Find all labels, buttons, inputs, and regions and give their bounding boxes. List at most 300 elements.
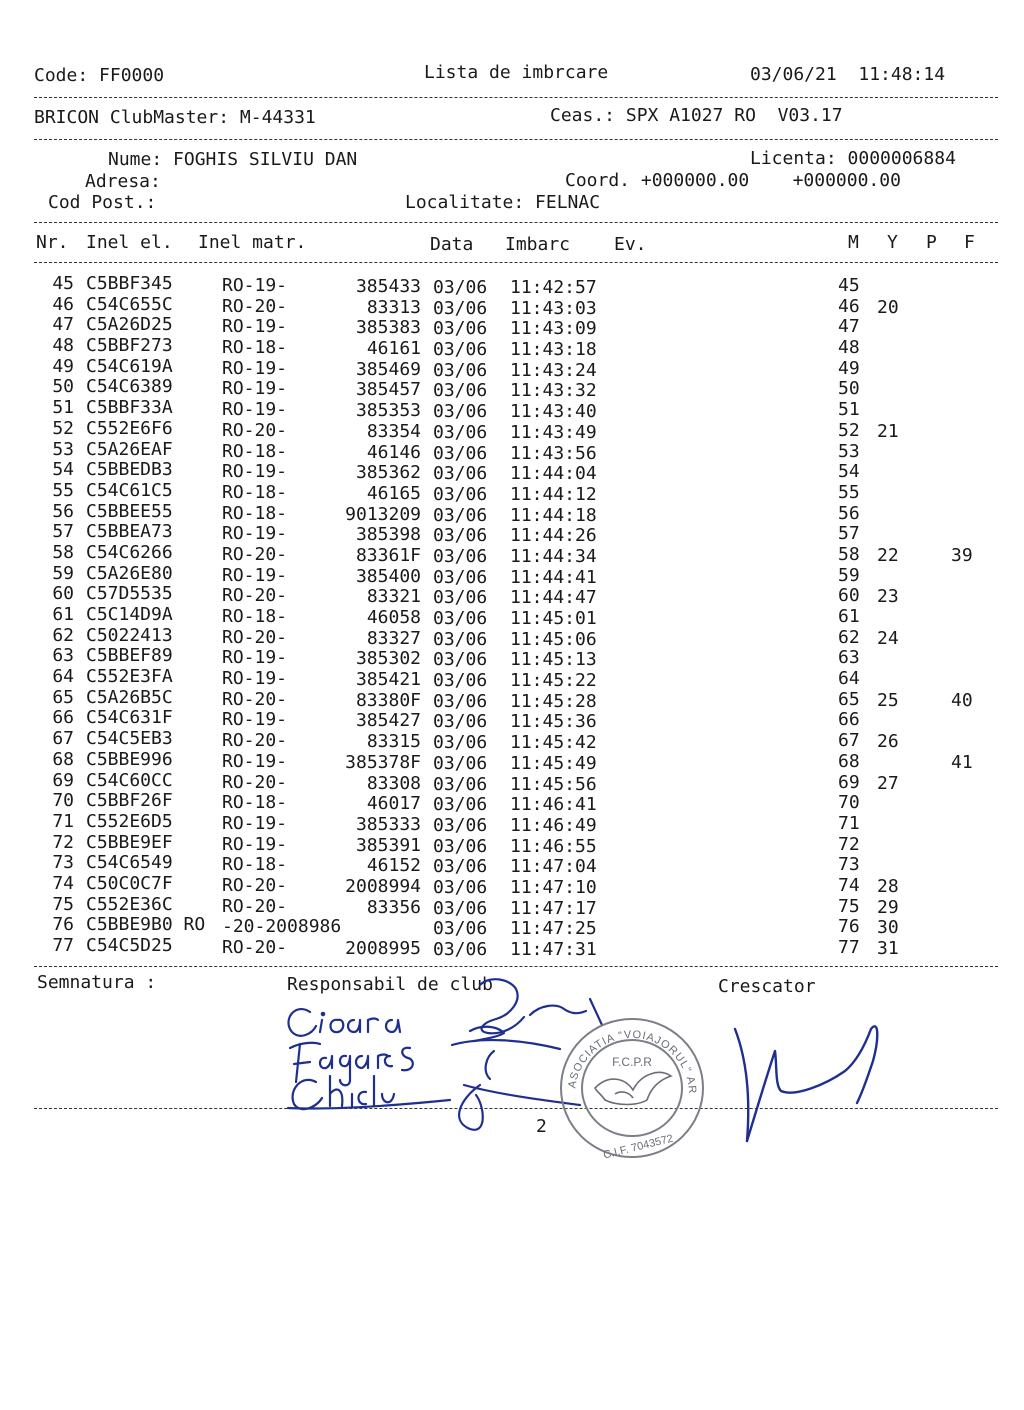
f-value (951, 815, 973, 836)
electronic-ring: C54C6549 (86, 852, 173, 874)
y-value (877, 608, 899, 629)
ring-number: 385469 (355, 358, 421, 380)
y-value (877, 525, 899, 546)
association-stamp (550, 1001, 710, 1165)
boarding-time: 11:43:32 (510, 380, 597, 402)
licence-number: Licenta: 0000006884 (750, 148, 956, 169)
boarding-time: 11:44:12 (510, 483, 597, 505)
boarding-date: 03/06 (433, 939, 488, 960)
column-date (433, 278, 487, 961)
ring-prefix: RO-20- (222, 585, 288, 607)
f-value (951, 918, 973, 939)
y-value: 29 (877, 896, 899, 918)
boarding-time: 11:43:03 (510, 297, 597, 319)
boarding-date: 03/06 (433, 442, 488, 464)
f-value (951, 649, 973, 670)
y-value (877, 649, 899, 670)
ring-number: 385427 (355, 710, 421, 732)
m-value: 49 (838, 357, 860, 379)
ring-prefix: RO-20- (222, 543, 288, 565)
m-value: 55 (838, 481, 860, 503)
f-value (951, 380, 973, 401)
row-number: 69 (52, 769, 74, 791)
divider (34, 97, 998, 98)
ring-number: 83380F (355, 689, 421, 711)
ring-prefix: RO-19- (222, 564, 288, 586)
m-value: 45 (838, 275, 860, 296)
header-f: F (964, 232, 975, 253)
boarding-time: 11:46:49 (510, 814, 597, 836)
header-y: Y (887, 232, 898, 253)
boarding-date: 03/06 (433, 814, 488, 836)
boarding-time: 11:44:34 (510, 545, 597, 567)
address-label: Adresa: (85, 171, 161, 192)
ring-prefix: RO-19- (222, 833, 288, 855)
m-value: 66 (838, 709, 860, 731)
column-nr (30, 274, 74, 957)
boarding-time: 11:45:49 (510, 752, 597, 774)
ring-number: 9013209 (345, 503, 421, 525)
boarding-time: 11:46:55 (510, 835, 597, 857)
electronic-ring: C54C631F (86, 707, 173, 729)
ring-number: 385302 (355, 648, 421, 670)
boarding-date: 03/06 (433, 566, 488, 588)
column-y (877, 277, 899, 960)
print-datetime: 03/06/21 11:48:14 (750, 64, 946, 85)
f-value (951, 484, 973, 505)
row-number: 73 (52, 852, 74, 874)
row-number: 56 (52, 500, 74, 522)
boarding-date: 03/06 (433, 421, 488, 443)
ring-number: 385353 (355, 400, 421, 422)
boarding-time: 11:43:09 (510, 318, 597, 340)
m-value: 56 (838, 502, 860, 524)
ring-prefix: RO-19- (222, 461, 288, 483)
ring-prefix: -20-2008986 (222, 916, 342, 938)
row-number: 77 (52, 935, 74, 956)
ring-prefix: RO-18- (222, 502, 288, 524)
breeder-signature (725, 1015, 895, 1150)
boarding-time: 11:47:10 (510, 876, 597, 898)
y-value: 23 (877, 586, 899, 608)
document-title: Lista de imbrcare (424, 62, 609, 83)
signature-label: Semnatura : (37, 972, 157, 993)
header-ring-el: Inel el. (86, 232, 173, 253)
y-value (877, 753, 899, 774)
ring-number: 385378F (345, 751, 421, 773)
ring-prefix: RO-20- (222, 771, 288, 793)
column-ring-number (300, 277, 421, 960)
row-number: 72 (52, 831, 74, 853)
header-m: M (848, 232, 859, 253)
electronic-ring: C5BBEF89 (86, 645, 173, 667)
electronic-ring: C5BBEA73 (86, 521, 173, 543)
y-value: 24 (877, 627, 899, 649)
f-value (951, 670, 973, 691)
f-value (951, 318, 973, 339)
f-value (951, 463, 973, 484)
y-value (877, 711, 899, 732)
f-value (951, 360, 973, 381)
m-value: 69 (838, 771, 860, 793)
electronic-ring: C5BBEDB3 (86, 459, 173, 481)
electronic-ring: C5BBEE55 (86, 500, 173, 522)
ring-prefix: RO-20- (222, 937, 288, 958)
boarding-time: 11:46:41 (510, 794, 597, 816)
y-value (877, 836, 899, 857)
row-number: 50 (52, 376, 74, 398)
y-value: 28 (877, 875, 899, 897)
boarding-date: 03/06 (433, 380, 488, 402)
row-number: 75 (52, 893, 74, 915)
stamp-bottom-text: C.I.F. 7043572 (602, 1132, 675, 1162)
m-value: 65 (838, 688, 860, 710)
club-master: BRICON ClubMaster: M-44331 (34, 107, 316, 128)
f-value (951, 629, 973, 650)
boarding-time: 11:47:25 (510, 918, 597, 940)
f-value (951, 505, 973, 526)
row-number: 45 (52, 273, 74, 294)
boarding-time: 11:44:04 (510, 463, 597, 485)
ring-number: 46017 (366, 793, 421, 815)
row-number: 49 (52, 355, 74, 377)
y-value: 30 (877, 917, 899, 939)
m-value: 71 (838, 812, 860, 834)
y-value: 26 (877, 731, 899, 753)
y-value (877, 360, 899, 381)
divider (34, 966, 998, 967)
breeder-label: Crescator (718, 976, 816, 997)
ring-number: 83313 (366, 296, 421, 318)
m-value: 50 (838, 378, 860, 400)
row-number: 66 (52, 707, 74, 729)
boarding-date: 03/06 (433, 359, 488, 381)
electronic-ring: C54C619A (86, 355, 173, 377)
boarding-date: 03/06 (433, 856, 488, 878)
header-ring-matr: Inel matr. (198, 232, 307, 253)
ring-prefix: RO-18- (222, 481, 288, 503)
header-ev: Ev. (614, 234, 647, 255)
row-number: 76 (52, 914, 74, 936)
m-value: 53 (838, 440, 860, 462)
y-value (877, 670, 899, 691)
boarding-time: 11:44:26 (510, 525, 597, 547)
ring-prefix: RO-20- (222, 895, 288, 917)
m-value: 75 (838, 895, 860, 917)
ring-prefix: RO-18- (222, 792, 288, 814)
f-value: 41 (951, 751, 973, 773)
y-value (877, 339, 899, 360)
electronic-ring: C5BBE9B0 RO (86, 914, 206, 936)
electronic-ring: C552E6D5 (86, 810, 173, 832)
f-value: 40 (951, 689, 973, 711)
divider (34, 222, 998, 223)
y-value: 20 (877, 296, 899, 318)
row-number: 47 (52, 314, 74, 336)
ring-number: 83321 (366, 586, 421, 608)
ring-number: 385398 (355, 524, 421, 546)
boarding-time: 11:43:49 (510, 421, 597, 443)
ring-number: 83354 (366, 420, 421, 442)
row-number: 48 (52, 335, 74, 357)
electronic-ring: C54C61C5 (86, 479, 173, 501)
ring-prefix: RO-19- (222, 647, 288, 669)
row-number: 64 (52, 666, 74, 688)
y-value: 27 (877, 772, 899, 794)
m-value: 51 (838, 399, 860, 421)
row-number: 63 (52, 645, 74, 667)
header-nr: Nr. (36, 232, 69, 253)
electronic-ring: C5A26D25 (86, 314, 173, 336)
ring-prefix: RO-18- (222, 606, 288, 627)
electronic-ring: C5BBF273 (86, 335, 173, 357)
clock-info: Ceas.: SPX A1027 RO V03.17 (550, 105, 843, 126)
f-value (951, 525, 973, 546)
electronic-ring: C552E3FA (86, 666, 173, 688)
electronic-ring: C552E6F6 (86, 417, 173, 439)
ring-number: 46161 (366, 338, 421, 360)
y-value: 31 (877, 938, 899, 959)
m-value: 64 (838, 668, 860, 690)
y-value (877, 815, 899, 836)
boarding-date: 03/06 (433, 401, 488, 423)
ring-number: 385421 (355, 669, 421, 691)
ring-prefix: RO-19- (222, 378, 288, 400)
stamp-ring-text: ASOCIATIA "VOIAJORUL" ARAD (550, 1001, 699, 1095)
boarding-time: 11:43:18 (510, 339, 597, 361)
row-number: 55 (52, 479, 74, 501)
postcode-label: Cod Post.: (48, 192, 157, 213)
m-value: 68 (838, 750, 860, 772)
electronic-ring: C5BBF26F (86, 790, 173, 812)
y-value (877, 277, 899, 298)
m-value: 74 (838, 874, 860, 896)
ring-number: 385400 (355, 565, 421, 587)
electronic-ring: C5BBF33A (86, 397, 173, 419)
ring-number: 46152 (366, 855, 421, 877)
header-p: P (926, 232, 937, 253)
row-number: 62 (52, 624, 74, 646)
boarding-date: 03/06 (433, 608, 488, 629)
stamp-center-text: F.C.P.R (612, 1055, 652, 1069)
boarding-time: 11:44:47 (510, 587, 597, 609)
boarding-time: 11:45:01 (510, 608, 597, 629)
boarding-date: 03/06 (433, 339, 488, 361)
electronic-ring: C5022413 (86, 624, 173, 646)
boarding-time: 11:45:06 (510, 628, 597, 650)
boarding-date: 03/06 (433, 318, 488, 340)
f-value (951, 836, 973, 857)
row-number: 59 (52, 562, 74, 584)
row-number: 57 (52, 521, 74, 543)
boarding-time: 11:45:56 (510, 773, 597, 795)
ring-prefix: RO-18- (222, 337, 288, 359)
ring-number: 385457 (355, 379, 421, 401)
ring-number: 385433 (355, 276, 421, 297)
row-number: 74 (52, 872, 74, 894)
electronic-ring: C54C5D25 (86, 935, 173, 956)
boarding-time: 11:47:17 (510, 897, 597, 919)
boarding-time: 11:45:13 (510, 649, 597, 671)
f-value: 39 (951, 544, 973, 566)
m-value: 72 (838, 833, 860, 855)
row-number: 71 (52, 810, 74, 832)
f-value (951, 277, 973, 298)
boarding-date: 03/06 (433, 897, 488, 919)
m-value: 60 (838, 585, 860, 607)
ring-number: 83327 (366, 627, 421, 649)
ring-prefix: RO-20- (222, 688, 288, 710)
boarding-date: 03/06 (433, 752, 488, 774)
y-value (877, 318, 899, 339)
coordinates: Coord. +000000.00 +000000.00 (565, 170, 901, 191)
boarding-date: 03/06 (433, 587, 488, 609)
row-number: 60 (52, 583, 74, 605)
ring-prefix: RO-19- (222, 357, 288, 379)
f-value (951, 794, 973, 815)
m-value: 57 (838, 523, 860, 545)
m-value: 47 (838, 316, 860, 338)
m-value: 67 (838, 730, 860, 752)
row-number: 58 (52, 541, 74, 563)
ring-prefix: RO-19- (222, 275, 288, 296)
y-value: 22 (877, 544, 899, 566)
ring-prefix: RO-19- (222, 399, 288, 421)
boarding-date: 03/06 (433, 483, 488, 505)
ring-number: 46165 (366, 482, 421, 504)
ring-number: 2008995 (345, 938, 421, 959)
divider (34, 262, 998, 263)
f-value (951, 939, 973, 960)
electronic-ring: C5C14D9A (86, 604, 173, 625)
ring-number: 83315 (366, 731, 421, 753)
electronic-ring: C54C60CC (86, 769, 173, 791)
ring-number: 83361F (355, 544, 421, 566)
boarding-time: 11:45:28 (510, 690, 597, 712)
f-value (951, 732, 973, 753)
header-imbarc: Imbarc (505, 234, 571, 255)
f-value (951, 339, 973, 360)
ring-number: 385391 (355, 834, 421, 856)
m-value: 77 (838, 937, 860, 958)
row-number: 68 (52, 748, 74, 770)
f-value (951, 401, 973, 422)
electronic-ring: C5A26B5C (86, 686, 173, 708)
m-value: 63 (838, 647, 860, 669)
divider (34, 139, 998, 140)
ring-prefix: RO-19- (222, 750, 288, 772)
ring-number: 46058 (366, 607, 421, 628)
electronic-ring: C5A26EAF (86, 438, 173, 460)
column-time (510, 278, 597, 961)
f-value (951, 608, 973, 629)
y-value (877, 505, 899, 526)
row-number: 54 (52, 459, 74, 481)
boarding-time: 11:45:22 (510, 670, 597, 692)
fancier-name: Nume: FOGHIS SILVIU DAN (108, 149, 358, 170)
y-value (877, 443, 899, 464)
electronic-ring: C5BBE996 (86, 748, 173, 770)
boarding-date: 03/06 (433, 773, 488, 795)
f-value (951, 587, 973, 608)
boarding-date: 03/06 (433, 545, 488, 567)
f-value (951, 567, 973, 588)
electronic-ring: C5BBF345 (86, 273, 173, 294)
boarding-date: 03/06 (433, 835, 488, 857)
header-date: Data (430, 234, 474, 255)
ring-prefix: RO-20- (222, 626, 288, 648)
f-value (951, 856, 973, 877)
electronic-ring: C50C0C7F (86, 872, 173, 894)
page-number: 2 (536, 1116, 547, 1137)
m-value: 62 (838, 626, 860, 648)
row-number: 53 (52, 438, 74, 460)
f-value (951, 443, 973, 464)
boarding-time: 11:44:18 (510, 504, 597, 526)
boarding-time: 11:45:36 (510, 711, 597, 733)
ring-number (300, 918, 421, 939)
ring-number: 83356 (366, 896, 421, 918)
ring-prefix: RO-20- (222, 874, 288, 896)
boarding-time: 11:43:40 (510, 401, 597, 423)
row-number: 61 (52, 604, 74, 625)
row-number: 46 (52, 293, 74, 315)
electronic-ring: C552E36C (86, 893, 173, 915)
boarding-time: 11:45:42 (510, 732, 597, 754)
y-value (877, 380, 899, 401)
column-ring-el (86, 274, 205, 957)
m-value: 59 (838, 564, 860, 586)
f-value (951, 298, 973, 319)
boarding-date: 03/06 (433, 690, 488, 712)
f-value (951, 898, 973, 919)
boarding-date: 03/06 (433, 504, 488, 526)
ring-number: 2008994 (345, 875, 421, 897)
ring-number: 46146 (366, 441, 421, 463)
y-value (877, 856, 899, 877)
boarding-date: 03/06 (433, 297, 488, 319)
electronic-ring: C54C6389 (86, 376, 173, 398)
boarding-time: 11:43:56 (510, 442, 597, 464)
row-number: 65 (52, 686, 74, 708)
boarding-time: 11:44:41 (510, 566, 597, 588)
ring-number: 385362 (355, 462, 421, 484)
column-f (951, 277, 973, 960)
y-value: 21 (877, 420, 899, 442)
m-value: 46 (838, 295, 860, 317)
electronic-ring: C57D5535 (86, 583, 173, 605)
column-m (838, 276, 860, 959)
boarding-date: 03/06 (433, 918, 488, 940)
ring-prefix: RO-19- (222, 709, 288, 731)
electronic-ring: C54C6266 (86, 541, 173, 563)
boarding-date: 03/06 (433, 463, 488, 485)
boarding-time: 11:47:31 (510, 939, 597, 960)
ring-prefix: RO-18- (222, 854, 288, 876)
boarding-date: 03/06 (433, 525, 488, 547)
electronic-ring: C5A26E80 (86, 562, 173, 584)
boarding-date: 03/06 (433, 794, 488, 816)
ring-prefix: RO-19- (222, 523, 288, 545)
boarding-time: 11:47:04 (510, 856, 597, 878)
y-value (877, 794, 899, 815)
electronic-ring: C54C5EB3 (86, 728, 173, 750)
boarding-date: 03/06 (433, 876, 488, 898)
y-value (877, 463, 899, 484)
f-value (951, 711, 973, 732)
electronic-ring: C54C655C (86, 293, 173, 315)
row-number: 52 (52, 417, 74, 439)
